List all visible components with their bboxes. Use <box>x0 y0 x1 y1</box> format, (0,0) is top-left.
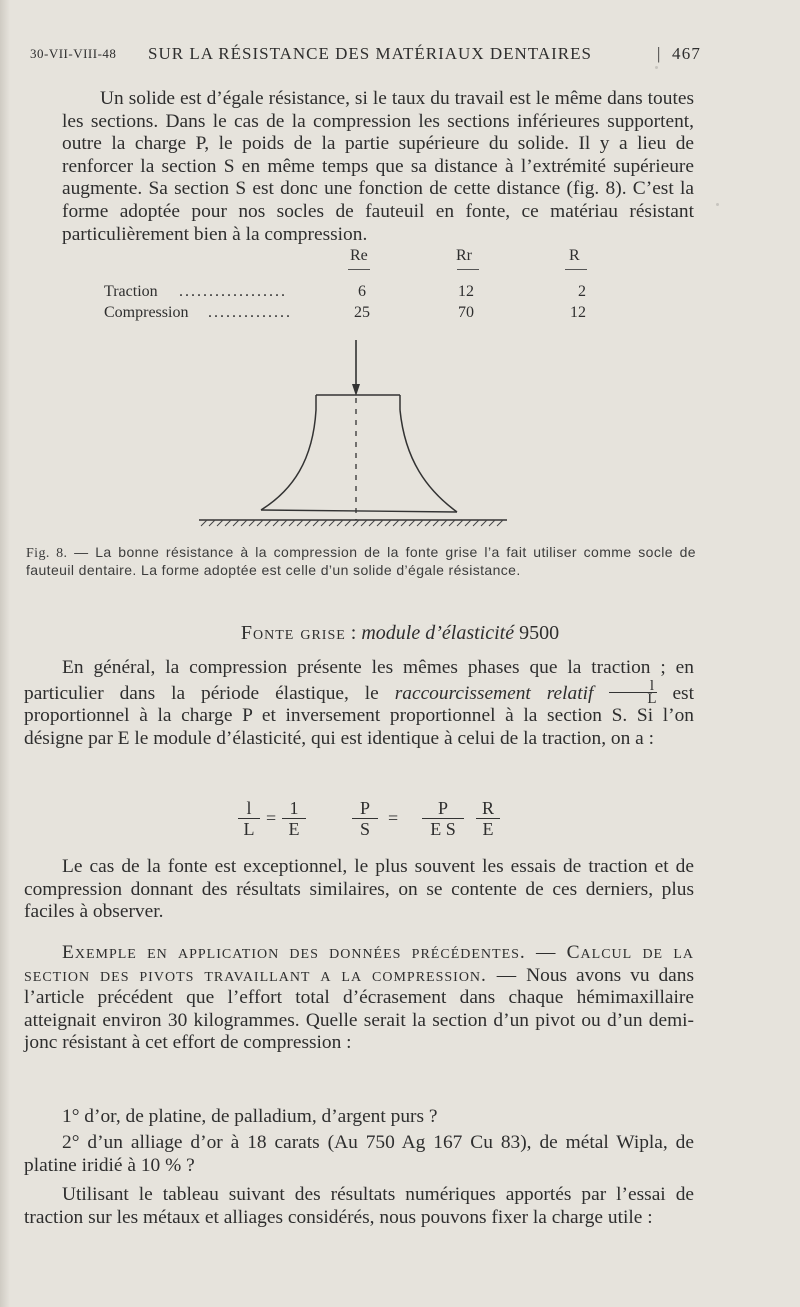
col-rule <box>348 269 370 270</box>
question-1: 1° d’or, de platine, de palladium, d’argent purs ? <box>62 1106 438 1127</box>
question-2: 2° d’un alliage d’or à 18 carats (Au 750 Ag 167 Cu 83), de métal Wipla, de platine iridié à 10 % ? <box>24 1132 694 1176</box>
paragraph-1: Un solide est d’égale résistance, si le taux du travail est le même dans toutes les sections. Dans le cas de la compression les sections inférieures supportent, outre la charge P, le poids de la partie supérieure du solide. Il y a lieu de renforcer la section S en même temps que sa distance à l’extrémité supérieure augmente. Sa section S est donc une fonction de cette distance (fig. 8). C’est la forme adoptée pour nos socles de fauteuil en fonte, ce matériau résistant particulièrement bien à la compression. <box>62 88 694 245</box>
figure-8-socle-diagram <box>195 340 525 530</box>
fraction-l-over-l: $\frac{l}{L}$ <box>609 680 656 705</box>
paragraph-5: Utilisant le tableau suivant des résultats numériques apportés par l’essai de traction sur les métaux et alliages considérés, nous pouvons fixer la charge utile : <box>24 1184 694 1228</box>
formula-fraction: $\frac{P}{\text{E S}}$ <box>422 798 464 839</box>
formula-fraction: $\frac{l}{L}$ <box>238 798 260 839</box>
scan-speck <box>716 203 719 206</box>
col-header-r: R <box>569 247 580 264</box>
formula-fraction: $\frac{P}{S}$ <box>352 798 378 839</box>
page-number: 467 <box>672 44 702 63</box>
formula-fraction: $\frac{R}{E}$ <box>476 798 500 839</box>
scanned-page: 30-VII-VIII-48 SUR LA RÉSISTANCE DES MATÉRIAUX DENTAIRES | 467 Un solide est d’égale résistance, si le taux du travail est le même dans toutes les sections. Dans le cas de la compression les sections inférieures supportent, outre la charge P, le poids de la partie supérieure du solide. Il y a lieu de renforcer la section S en même temps que sa distance à l’extrémité supérieure augmente. Sa section S est donc une fonction de cette distance (fig. 8). C’est la forme adoptée pour nos socles de fauteuil en fonte, ce matériau résistant particulièrement bien à la compression. Re Rr R Traction .................. 6 12 2 Compression .............. 25 70 12 Fig. 8. — La bonne résistance à la compression de la fonte grise l’a fait utiliser comme socle de fauteuil dentaire. La forme adoptée est celle d’un solide d’égale résistance. Fonte grise : module d’élasticité 9500 En général, la compression présente les mêmes phases que la traction ; en particulier dans la période élastique, le raccourcissement relatif $\frac{l}{L}$ est proportionnel à la charge P et inversement proportionnel à la section S. Si l’on désigne par E le module d’élasticité, qui est identique à celui de la traction, on a : $\frac{l}{L}$ = $\frac{1}{E}$ $\frac{P}{S}$ = $\frac{P}{\text{E S}}$ $\frac{R}{E}$ Le cas de la fonte est exceptionnel, le plus souvent les essais de traction et de compression donnant des résultats similaires, on se contente de ces derniers, plus faciles à observer. Exemple en application des données précédentes. — Calcul de la section des pivots travaillant a la compression. — Nous avons vu dans l’article précédent que l’effort total d’écrasement dans chaque hémimaxillaire atteignait environ 30 kilogrammes. Quelle serait la section d’un pivot ou d’un demi-jonc résistant à cet effort de compression : 1° d’or, de platine, de palladium, d’argent purs ? 2° d’un alliage d’or à 18 carats (Au 750 Ag 167 Cu 83), de métal Wipla, de platine iridié à 10 % ? Utilisant le tableau suivant des résultats numériques apportés par l’essai de traction sur les métaux et alliages considérés, nous pouvons fixer la charge utile : <box>0 0 800 1307</box>
scan-speck <box>655 66 658 69</box>
paragraph-4: Exemple en application des données précédentes. — Calcul de la section des pivots travaillant a la compression. — Nous avons vu dans l’article précédent que l’effort total d’écrasement dans chaque hémimaxillaire atteignait environ 30 kilogrammes. Quelle serait la section d’un pivot ou d’un demi-jonc résistant à cet effort de compression : <box>24 942 694 1054</box>
header-separator: | <box>657 44 662 63</box>
figure-caption: Fig. 8. — La bonne résistance à la compression de la fonte grise l’a fait utiliser comme socle de fauteuil dentaire. La forme adoptée est celle d’un solide d’égale résistance. <box>26 544 696 579</box>
running-title: SUR LA RÉSISTANCE DES MATÉRIAUX DENTAIRES <box>148 44 592 63</box>
col-header-rr: Rr <box>456 247 472 264</box>
elasticity-formula: $\frac{l}{L}$ = $\frac{1}{E}$ $\frac{P}{S}$ = $\frac{P}{\text{E S}}$ $\frac{R}{E}$ <box>200 798 600 842</box>
col-header-re: Re <box>350 247 368 264</box>
col-rule <box>565 269 587 270</box>
col-rule <box>457 269 479 270</box>
binding-shadow <box>0 0 10 1307</box>
running-header <box>30 44 702 70</box>
section-title: Fonte grise : module d’élasticité 9500 <box>240 622 560 644</box>
paragraph-3: Le cas de la fonte est exceptionnel, le plus souvent les essais de traction et de compression donnant des résultats similaires, on se contente de ces derniers, plus faciles à observer. <box>24 856 694 923</box>
formula-fraction: $\frac{1}{E}$ <box>282 798 306 839</box>
issue-date: 30-VII-VIII-48 <box>30 46 117 61</box>
paragraph-2: En général, la compression présente les mêmes phases que la traction ; en particulier dans la période élastique, le raccourcissement relatif $\frac{l}{L}$ est proportionnel à la charge P et inversement proportionnel à la section S. Si l’on désigne par E le module d’élasticité, qui est identique à celui de la traction, on a : <box>24 657 694 749</box>
